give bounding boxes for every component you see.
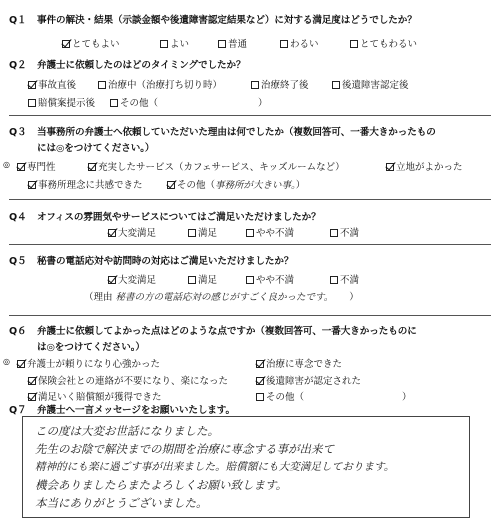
q1-number: Q１ [9, 15, 27, 26]
q4-question: Q４ オフィスの雰囲気やサービスについてはご満足いただけましたか？ [9, 212, 321, 223]
q6-option-reliable[interactable]: 弁護士が頼りになり心強かった [17, 356, 160, 370]
q6-question: Q６ 弁護士に依頼してよかった点はどのような点ですか（複数回答可、一番大きかったものに [9, 326, 417, 337]
q5-reason: （理由 秘書の方の電話応対の感じがすごく良かったです。 ） [84, 292, 359, 303]
checkbox-checked[interactable] [28, 393, 36, 401]
checkbox[interactable] [246, 276, 254, 284]
checkbox-checked[interactable] [28, 377, 36, 385]
q3-question: Q３ 当事務所の弁護士へ依頼していただいた理由は何でしたか（複数回答可、一番大きかったもの [9, 127, 436, 138]
double-circle-marker: ◎ [3, 357, 10, 366]
message-line: 先生のお陰で解決までの期間を治療に専念する事が出来て [35, 442, 334, 456]
message-line: 機会ありましたらまたよろしくお願い致します。 [35, 478, 288, 492]
q6-option-disability-certified[interactable]: 後遺障害が認定された [256, 373, 361, 387]
checkbox-checked[interactable] [28, 181, 36, 189]
q5-question: Q５ 秘書の電話応対や訪問時の対応はご満足いただけましたか？ [9, 256, 294, 267]
q6-close-paren: ） [402, 392, 412, 403]
q5-option-dissatisfied[interactable]: 不満 [330, 272, 359, 286]
q2-question: Q２ 弁護士に依頼したのはどのタイミングでしたか？ [9, 60, 246, 71]
checkbox[interactable] [188, 229, 196, 237]
q4-option-satisfied[interactable]: 満足 [188, 225, 217, 239]
checkbox[interactable] [246, 229, 254, 237]
q2-option-other[interactable]: その他（ [110, 95, 158, 109]
divider [9, 244, 491, 245]
checkbox[interactable] [330, 276, 338, 284]
checkbox[interactable] [251, 81, 259, 89]
divider [9, 115, 491, 116]
checkbox-checked[interactable] [256, 360, 264, 368]
q3-option-location[interactable]: 立地がよかった [386, 159, 463, 173]
checkbox[interactable] [280, 40, 288, 48]
message-line: 精神的にも楽に過ごす事が出来ました。賠償額にも大変満足しております。 [35, 461, 395, 473]
checkbox[interactable] [350, 40, 358, 48]
q4-option-slightly-dissatisfied[interactable]: やや不満 [246, 225, 294, 239]
q2-option-after-treatment[interactable]: 治療終了後 [251, 77, 309, 91]
double-circle-marker: ◎ [3, 160, 10, 169]
checkbox[interactable] [28, 99, 36, 107]
checkbox-checked[interactable] [108, 229, 116, 237]
checkbox-checked[interactable] [88, 163, 96, 171]
checkbox-checked[interactable] [17, 163, 25, 171]
checkbox[interactable] [330, 229, 338, 237]
checkbox[interactable] [256, 393, 264, 401]
checkbox[interactable] [218, 40, 226, 48]
q2-option-after-proposal[interactable]: 賠償案提示後 [28, 95, 95, 109]
divider [9, 199, 491, 200]
q1-option-bad[interactable]: わるい [280, 36, 319, 50]
q6-option-focus-treatment[interactable]: 治療に専念できた [256, 356, 342, 370]
q2-option-after-certification[interactable]: 後遺障害認定後 [332, 77, 409, 91]
checkbox-checked[interactable] [108, 276, 116, 284]
q3-question-line2: には◎をつけてください。） [37, 143, 155, 154]
checkbox-checked[interactable] [28, 81, 36, 89]
q2-close-paren: ） [258, 98, 268, 109]
q3-option-philosophy[interactable]: 事務所理念に共感できた [28, 177, 143, 191]
message-line: この度は大変お世話になりました。 [35, 424, 219, 438]
q3-option-expertise[interactable]: 専門性 [17, 159, 56, 173]
q6-option-compensation[interactable]: 満足いく賠償額が獲得できた [28, 389, 162, 403]
checkbox-checked[interactable] [62, 40, 70, 48]
q5-option-satisfied[interactable]: 満足 [188, 272, 217, 286]
q1-option-good[interactable]: よい [160, 36, 189, 50]
checkbox-checked[interactable] [256, 377, 264, 385]
message-line: 本当にありがとうございました。 [35, 496, 208, 510]
q1-option-very-bad[interactable]: とてもわるい [350, 36, 417, 50]
q3-option-other[interactable]: その他（事務所が大きい事。） [167, 177, 305, 191]
checkbox-checked[interactable] [386, 163, 394, 171]
checkbox[interactable] [110, 99, 118, 107]
q4-option-dissatisfied[interactable]: 不満 [330, 225, 359, 239]
q3-option-services[interactable]: 充実したサービス（カフェサービス、キッズルームなど） [88, 159, 345, 173]
q5-reason-handwritten: 秘書の方の電話応対の感じがすごく良かったです。 [115, 292, 334, 303]
q1-question [9, 12, 417, 26]
checkbox[interactable] [160, 40, 168, 48]
q4-option-very-satisfied[interactable]: 大変満足 [108, 225, 156, 239]
q2-option-right-after[interactable]: 事故直後 [28, 77, 76, 91]
q6-option-insurance-contact[interactable]: 保険会社との連絡が不要になり、楽になった [28, 373, 228, 387]
checkbox[interactable] [332, 81, 340, 89]
divider [9, 315, 491, 316]
q1-text: 事件の解決・結果（示談金額や後遺障害認定結果など）に対する満足度はどうでしたか？ [37, 15, 417, 26]
q5-option-slightly-dissatisfied[interactable]: やや不満 [246, 272, 294, 286]
q7-question: Q７ 弁護士へ一言メッセージをお願いいたします。 [9, 405, 236, 416]
message-box[interactable] [22, 416, 470, 518]
checkbox[interactable] [188, 276, 196, 284]
q2-option-during-treatment[interactable]: 治療中（治療打ち切り時） [98, 77, 222, 91]
q3-other-handwritten: 事務所が大きい事。 [215, 180, 296, 191]
checkbox-checked[interactable] [167, 181, 175, 189]
q1-option-normal[interactable]: 普通 [218, 36, 247, 50]
q6-option-other[interactable]: その他（ [256, 389, 304, 403]
q6-question-line2: は◎をつけてください。） [37, 342, 145, 353]
checkbox-checked[interactable] [17, 360, 25, 368]
q1-option-very-good[interactable]: とてもよい [62, 36, 120, 50]
checkbox[interactable] [98, 81, 106, 89]
q5-option-very-satisfied[interactable]: 大変満足 [108, 272, 156, 286]
